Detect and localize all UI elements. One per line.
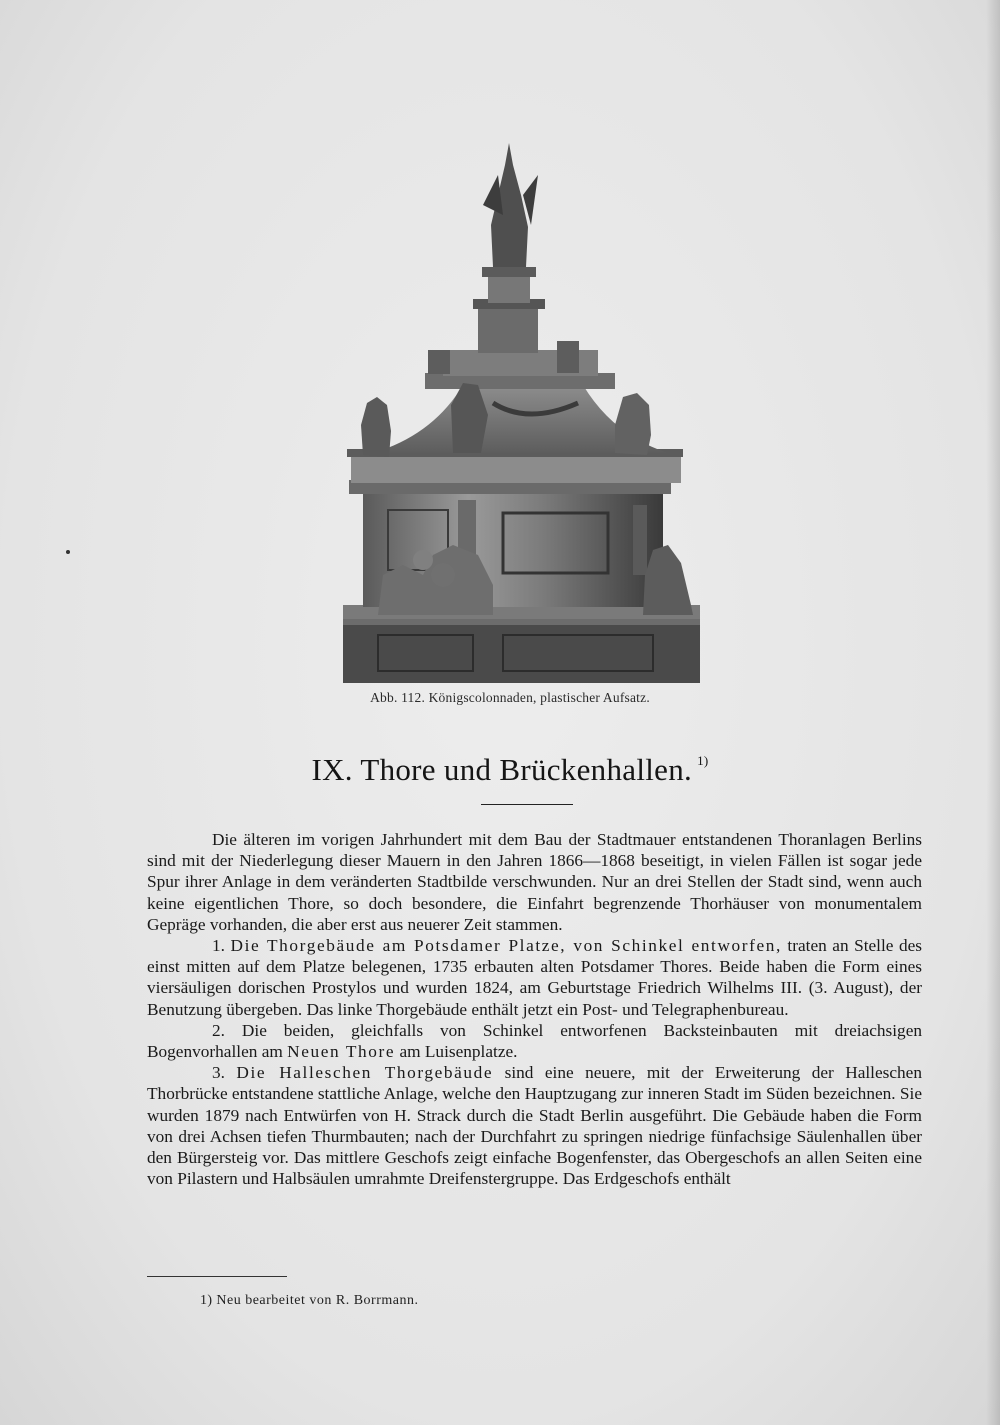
footnote xyxy=(200,1293,800,1309)
footnote-number: 1) xyxy=(200,1293,213,1308)
title-rule xyxy=(481,804,573,805)
paragraph-lead: Die Thorgebäude am Potsdamer Platze, von Schinkel entworfen, xyxy=(230,936,782,956)
chapter-title-text: IX. Thore und Brückenhallen. xyxy=(311,752,693,787)
paragraph-1 xyxy=(147,935,922,1020)
page-edge-shadow xyxy=(986,0,1000,1425)
footnote-marker: 1) xyxy=(697,753,709,768)
paper-speck xyxy=(66,550,70,554)
figure-caption: Abb. 112. Königscolonnaden, plastischer Aufsatz. xyxy=(370,690,650,705)
paragraph-number: 2. xyxy=(212,1020,225,1040)
paragraph-lead: Neuen Thore xyxy=(287,1042,396,1062)
paragraph-number: 3. xyxy=(212,1063,225,1083)
paragraph-text: sind eine neuere, mit der Erweiterung der Halleschen Thorbrücke entstandene stattliche Anlage, welche den Hauptzugang zur inneren Stadt im Süden bezeichnen. Sie wurden 1879 nach Entwürfen von H. Strack durch die Stadt Berlin ausgeführt. Die Gebäude haben die Form von drei Achsen tiefen Thurmbauten; nach der Durchfahrt zu springen niedrige fünfachsige Säulenhallen über den Bürgersteig vor. Das mittlere Geschofs zeigt einfache Bogenfenster, das Obergeschofs an allen Seiten eine von Pilastern und Halbsäulen umrahmte Dreifenstergruppe. Das Erdgeschofs enthält xyxy=(147,1063,922,1189)
chapter-title xyxy=(250,752,770,788)
footnote-rule xyxy=(147,1276,287,1277)
monument-illustration xyxy=(343,135,700,683)
paragraph-number: 1. xyxy=(212,936,225,956)
paragraph-3 xyxy=(147,1062,922,1189)
paragraph-lead: Die Halleschen Thorgebäude xyxy=(236,1063,494,1083)
footnote-text: Neu bearbeitet von R. Borrmann. xyxy=(216,1293,419,1308)
paragraph-intro: Die älteren im vorigen Jahrhundert mit dem Bau der Stadtmauer entstandenen Thoranlagen Berlins sind mit der Niederlegung dieser Mauern in den Jahren 1866—1868 beseitigt, in vielen Fällen ist sogar jede Spur ihrer Anlage in dem veränderten Stadtbilde verschwunden. Nur an drei Stellen der Stadt sind, wenn auch keine eigentlichen Thore, so doch besondere, die Einfahrt begrenzende Thorhäuser von monumentalem Gepräge vorhanden, die aber erst aus neuerer Zeit stammen. xyxy=(147,830,922,934)
paragraph-text: am Luisenplatze. xyxy=(395,1042,518,1062)
paragraph-text: traten an Stelle des einst mitten auf dem Platze belegenen, 1735 erbauten alten Potsdamer Thores. Beide haben die Form eines viersäuligen dorischen Prostylos und wurden 1824, am Geburtstage Friedrich Wilhelms III. (3. August), der Benutzung übergeben. Das linke Thorgebäude enthält jetzt ein Post- und Telegraphenbureau. xyxy=(147,936,922,1019)
monument-photograph xyxy=(343,135,700,683)
body-text xyxy=(147,829,922,1189)
paragraph-2 xyxy=(147,1020,922,1062)
paragraph-lead-pre: Die beiden, gleichfalls von Schinkel entworfenen Backsteinbauten mit dreiachsigen Bogenvorhallen am xyxy=(147,1020,922,1062)
